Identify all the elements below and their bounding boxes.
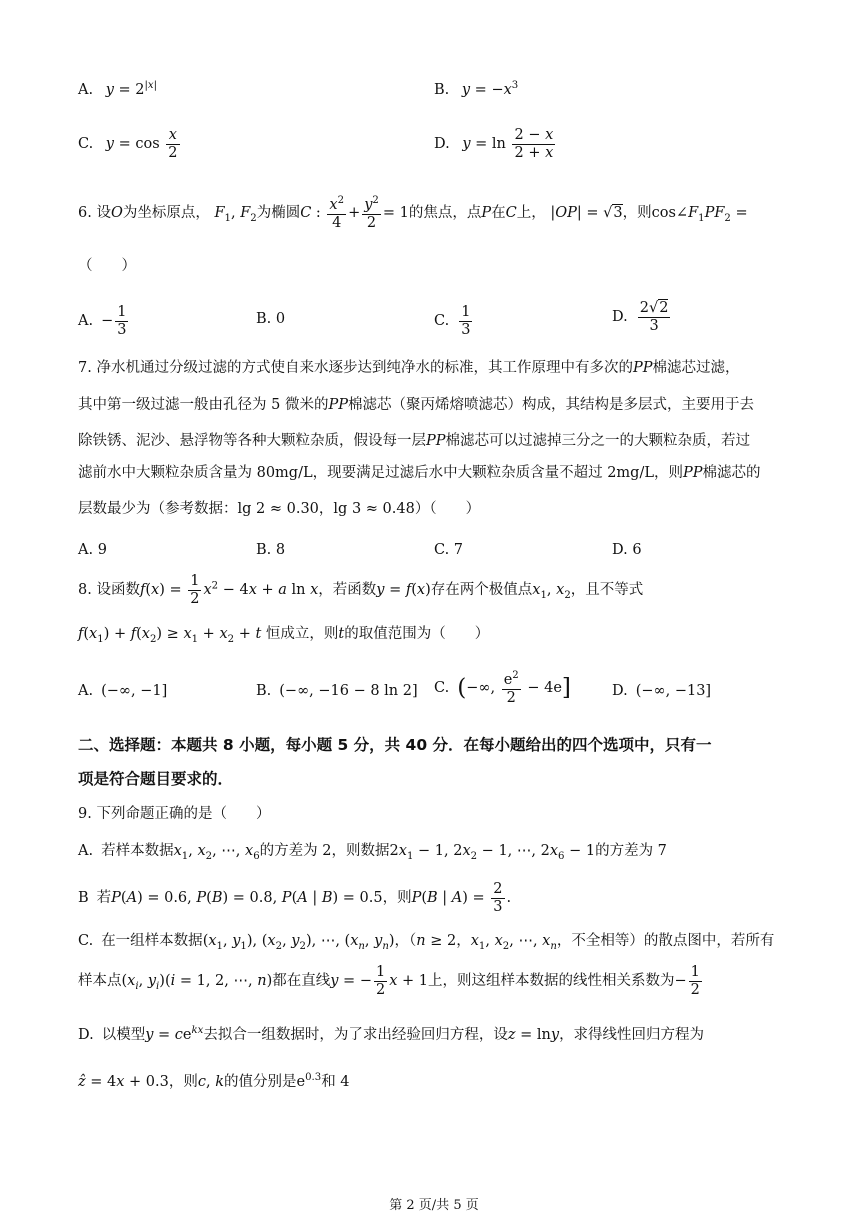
- q7-option-c: C. 7: [434, 542, 464, 558]
- q8-line-1: 8. 设函数f(x) = $\frac{1}{2}$ $x^2 - 4x + a$ ln x，若函数y = f(x)存在两个极值点$x_1$, $x_2$，且不等式: [78, 573, 644, 607]
- q5-option-c: C. y = cos $\frac{x}{2}$: [78, 127, 178, 161]
- q7-line-5: 层数最少为（参考数据：lg 2 ≈ 0.30，lg 3 ≈ 0.48）（ ）: [78, 501, 481, 517]
- q7-line-1: 7. 净水机通过分级过滤的方式使自来水逐步达到纯净水的标准，其工作原理中有多次的PP棉滤芯过滤，: [78, 360, 740, 376]
- q6-stem: 6. 设O为坐标原点， $F_1$, $F_2$为椭圆C : $\frac{x^2}{4}$ + $\frac{y^2}{2}$ = 1的焦点，点P在C上， |OP| = √3，则$\cos\angle F_1PF_2$ =: [78, 195, 748, 231]
- q9-stem: 9. 下列命题正确的是（ ）: [78, 806, 271, 822]
- q9-option-d-line-1: D. 以模型$y = ce^{kx}$去拟合一组数据时，为了求出经验回归方程，设z = lny，求得线性回归方程为: [78, 1025, 705, 1043]
- q8-option-c: C. (−∞, $\frac{e^2}{2}$ − 4e]: [434, 670, 571, 706]
- q8-option-d: D. (−∞, −13]: [612, 683, 712, 699]
- q6-option-b: B. 0: [256, 311, 286, 327]
- q7-line-3: 除铁锈、泥沙、悬浮物等各种大颗粒杂质，假设每一层PP棉滤芯可以过滤掉三分之一的大颗粒杂质，若过: [78, 433, 751, 449]
- q7-option-b: B. 8: [256, 542, 286, 558]
- q6-option-a: A. − $\frac{1}{3}$: [78, 304, 127, 338]
- q5-option-b: B. $y = -x^3$: [434, 80, 519, 98]
- q9-option-b: B 若P(A) = 0.6, P(B) = 0.8, P(A | B) = 0.5，则P(B | A) = $\frac{2}{3}$ .: [78, 881, 512, 915]
- q9-option-a: A. 若样本数据$x_1$, $x_2$, ⋯, $x_6$的方差为 2，则数据$2x_1 - 1$, $2x_2 - 1$, ⋯, $2x_6 - 1$的方差为 7: [78, 843, 667, 862]
- q7-option-d: D. 6: [612, 542, 642, 558]
- q8-line-2: $f(x_1) + f(x_2) \ge x_1 + x_2 + t$ 恒成立，则t的取值范围为（ ）: [78, 626, 490, 645]
- option-label: A.: [78, 81, 94, 98]
- q7-line-4: 滤前水中大颗粒杂质含量为 80mg/L，现要满足过滤后水中大颗粒杂质含量不超过 2mg/L，则PP棉滤芯的: [78, 465, 761, 481]
- option-label: B.: [434, 81, 450, 98]
- q6-paren: （ ）: [78, 258, 136, 274]
- q8-option-a: A. (−∞, −1]: [78, 683, 168, 699]
- section-heading-cont: 项是符合题目要求的．: [78, 770, 234, 788]
- q8-option-b: B. (−∞, −16 − 8 ln 2]: [256, 683, 418, 699]
- page-footer: 第 2 页/共 5 页: [389, 1198, 479, 1213]
- section-heading: 二、选择题：本题共 8 小题，每小题 5 分，共 40 分．在每小题给出的四个选项中，只有一: [78, 736, 712, 754]
- q9-option-c-line-1: C. 在一组样本数据($x_1$, $y_1$), ($x_2$, $y_2$), ⋯, ($x_n$, $y_n$)，（n ≥ 2，$x_1$, $x_2$, ⋯, $x_n$，不全相等）的散点图中，若所有: [78, 933, 775, 952]
- q9-option-c-line-2: 样本点($x_i$, $y_i)(i = 1$, 2, ⋯, n)都在直线y = − $\frac{1}{2}$ x + 1上，则这组样本数据的线性相关系数为− $\frac{1}{2}$: [78, 964, 700, 998]
- option-label: D.: [434, 136, 450, 153]
- q5-option-a: A. $y = 2^{|x|}$: [78, 80, 158, 98]
- q6-option-c: C. $\frac{1}{3}$: [434, 304, 471, 338]
- q7-line-2: 其中第一级过滤一般由孔径为 5 微米的PP棉滤芯（聚丙烯熔喷滤芯）构成，其结构是多层式，主要用于去: [78, 397, 754, 413]
- q5-option-d: D. y = ln $\frac{2 - x}{2 + x}$: [434, 127, 554, 161]
- q6-option-d: D. $\frac{2√2}{3}$: [612, 300, 669, 334]
- option-label: C.: [78, 136, 94, 153]
- q9-option-d-line-2: ẑ = 4x + 0.3，则c, k的值分别是$e^{0.3}$和 4: [78, 1072, 350, 1090]
- q7-option-a: A. 9: [78, 542, 107, 558]
